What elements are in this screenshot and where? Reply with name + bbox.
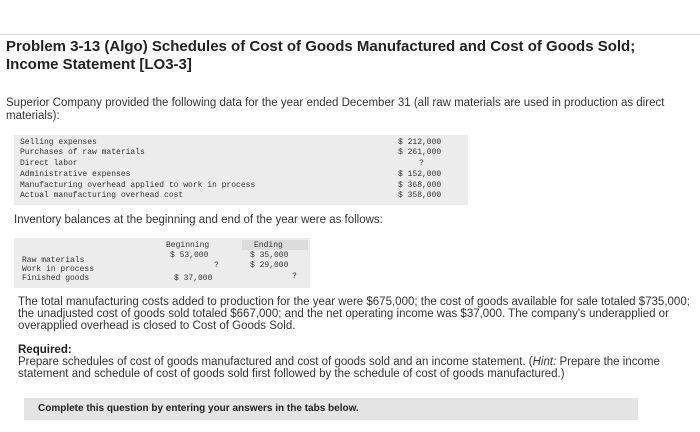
column-header-beginning: Beginning [166,241,210,250]
cost-row-value: $ 152,000 [398,170,442,179]
inventory-row-label: Raw materials [22,256,85,265]
inventory-beginning-value: ? [214,261,219,270]
top-divider [0,34,700,35]
cost-data-table [14,135,468,205]
required-text [18,356,688,380]
cost-row-value: $ 212,000 [398,138,442,147]
cost-row-value: ? [419,159,424,168]
inventory-intro: Inventory balances at the beginning and end of the year were as follows: [14,214,383,226]
required-text-part: Prepare schedules of cost of goods manufactured and cost of goods sold and an income statement. ( [18,356,533,368]
cost-row-label: Administrative expenses [20,170,131,179]
cost-row-label: Manufacturing overhead applied to work in process [20,181,256,190]
inventory-ending-value: $ 35,000 [250,251,289,260]
column-header-ending: Ending [254,241,283,250]
cost-row-label: Actual manufacturing overhead cost [20,191,184,200]
cost-row-label: Direct labor [20,159,78,168]
problem-title: Problem 3-13 (Algo) Schedules of Cost of Goods Manufactured and Cost of Goods Sold; Income Statement [LO3-3] [6,38,636,73]
cost-row-label: Purchases of raw materials [20,148,145,157]
required-text-part: Prepare the income statement and schedule of cost of goods sold first followed by the schedule of cost of goods manufactured.) [18,356,660,380]
inventory-row-label: Finished goods [22,274,90,283]
complete-question-text: Complete this question by entering your answers in the tabs below. [38,403,359,414]
inventory-ending-value: ? [292,272,297,281]
required-label: Required: [18,344,72,356]
cost-row-value: $ 368,000 [398,181,442,190]
cost-row-value: $ 261,000 [398,148,442,157]
inventory-ending-value: $ 29,000 [250,261,289,270]
complete-question-banner [24,398,638,420]
inventory-beginning-value: $ 37,000 [174,274,213,283]
inventory-row-label: Work in process [22,265,95,274]
problem-paragraph: The total manufacturing costs added to production for the year were $675,000; the cost of goods available for sale totaled $735,000; the unadjusted cost of goods sold totaled $667,000; and the net operating income was $37,000. The company's underapplied or overapplied overhead is closed to Cost of Goods Sold. [18,296,690,332]
hint-label: Hint: [532,356,557,368]
cost-row-label: Selling expenses [20,138,97,147]
cost-row-value: $ 358,000 [398,191,442,200]
inventory-table [14,238,310,288]
intro-text: Superior Company provided the following data for the year ended December 31 (all raw materials are used in production as direct materials): [6,97,665,122]
inventory-beginning-value: $ 53,000 [170,251,209,260]
